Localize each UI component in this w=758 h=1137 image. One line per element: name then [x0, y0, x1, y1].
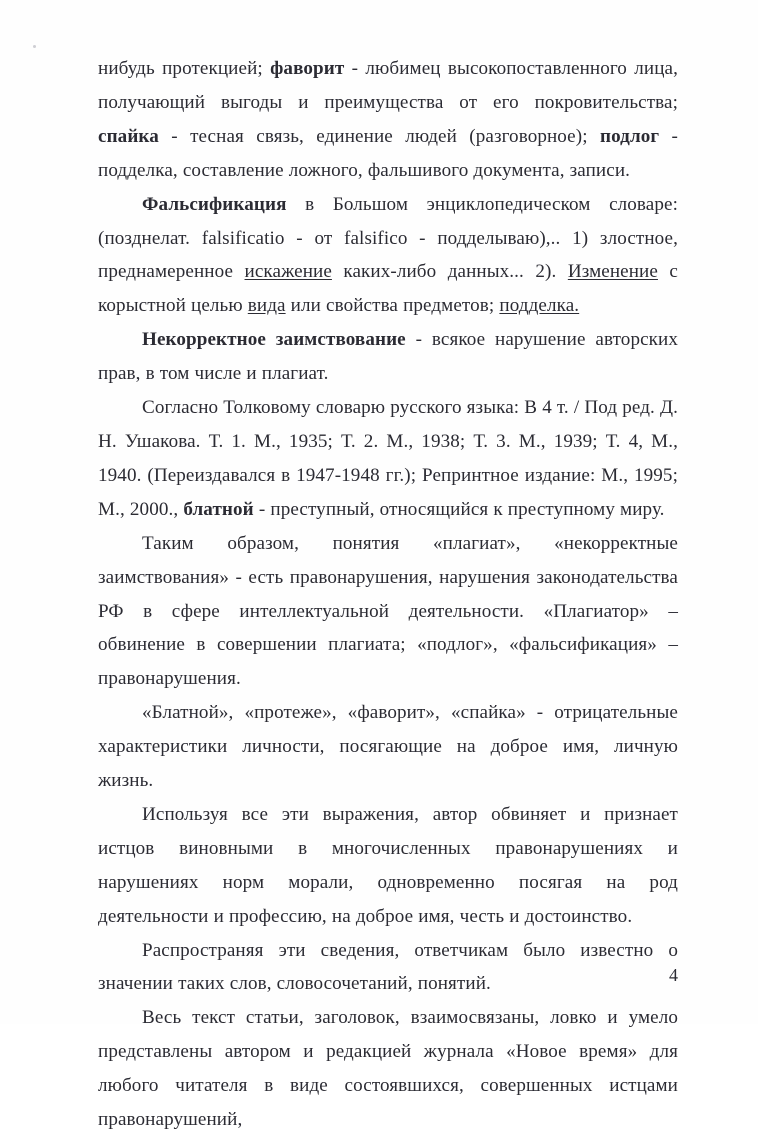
text-run: - тесная связь, единение людей (разговорное);	[158, 125, 600, 147]
bold-term: Фальсификация	[142, 193, 287, 215]
underlined-term: вида	[247, 295, 286, 317]
paragraph	[98, 323, 678, 391]
paragraph	[98, 52, 678, 188]
text-run: Таким образом, понятия «плагиат», «некорректные заимствования» - есть правонарушения, нарушения законодательства РФ в сфере интеллектуальной деятельности. «Плагиатор» – обвинение в совершении плагиата; «подлог», «фальсификация» – правонарушения.	[98, 532, 678, 690]
scan-artifact-speck	[33, 45, 36, 48]
text-run: Используя все эти выражения, автор обвиняет и признает истцов виновными в многочисленных правонарушениях и нарушениях норм морали, одновременно посягая на род деятельности и профессию, на доброе имя, честь и достоинство.	[98, 803, 678, 927]
text-run: Весь текст статьи, заголовок, взаимосвязаны, ловко и умело представлены автором и редакцией журнала «Новое время» для любого читателя в виде состоявшихся, совершенных истцами правонарушений,	[98, 1007, 678, 1131]
underlined-term: подделка.	[499, 295, 580, 317]
underlined-term: Изменение	[567, 261, 658, 283]
text-run: Распространяя эти сведения, ответчикам было известно о значении таких слов, словосочетаний, понятий.	[98, 939, 678, 995]
bold-term: фаворит	[270, 58, 345, 79]
text-run: в Большом энциклопедическом словаре: (позднелат. falsificatio - от falsifico - подделываю),.. 1) злостное, преднамеренное	[98, 193, 678, 283]
paragraph	[98, 391, 678, 527]
text-run: с корыстной целью	[98, 261, 678, 317]
paragraph	[98, 1001, 678, 1137]
text-run: нибудь протекцией;	[98, 58, 271, 79]
text-run: Согласно Толковому словарю русского языка: В 4 т. / Под ред. Д. Н. Ушакова. Т. 1. М., 1935; Т. 2. М., 1938; Т. 3. М., 1939; Т. 4, М., 1940. (Переиздавался в 1947-1948 гг.); Репринтное издание: М., 1995; М., 2000.,	[98, 397, 678, 520]
bold-term: спайка	[98, 125, 159, 147]
text-run: каких-либо данных... 2).	[331, 261, 568, 283]
text-run: - всякое нарушение авторских прав, в том числе и плагиат.	[98, 329, 679, 385]
paragraph	[98, 696, 678, 798]
text-run: или свойства предметов;	[285, 295, 500, 317]
paragraph	[98, 527, 678, 697]
underlined-term: искажение	[244, 261, 332, 283]
paragraph	[98, 188, 678, 324]
text-run: - преступный, относящийся к преступному миру.	[253, 498, 665, 520]
text-run: - подделка, составление ложного, фальшивого документа, записи.	[98, 125, 678, 181]
text-run: - любимец высокопоставленного лица, получающий выгоды и преимущества от его покровительства;	[98, 58, 678, 113]
paragraph	[98, 798, 678, 934]
bold-term: блатной	[183, 498, 254, 520]
bold-term: подлог	[599, 125, 660, 147]
page-number: 4	[669, 965, 678, 985]
bold-term: Некорректное заимствование	[142, 329, 406, 351]
text-run: «Блатной», «протеже», «фаворит», «спайка» - отрицательные характеристики личности, посягающие на доброе имя, личную жизнь.	[98, 702, 678, 792]
